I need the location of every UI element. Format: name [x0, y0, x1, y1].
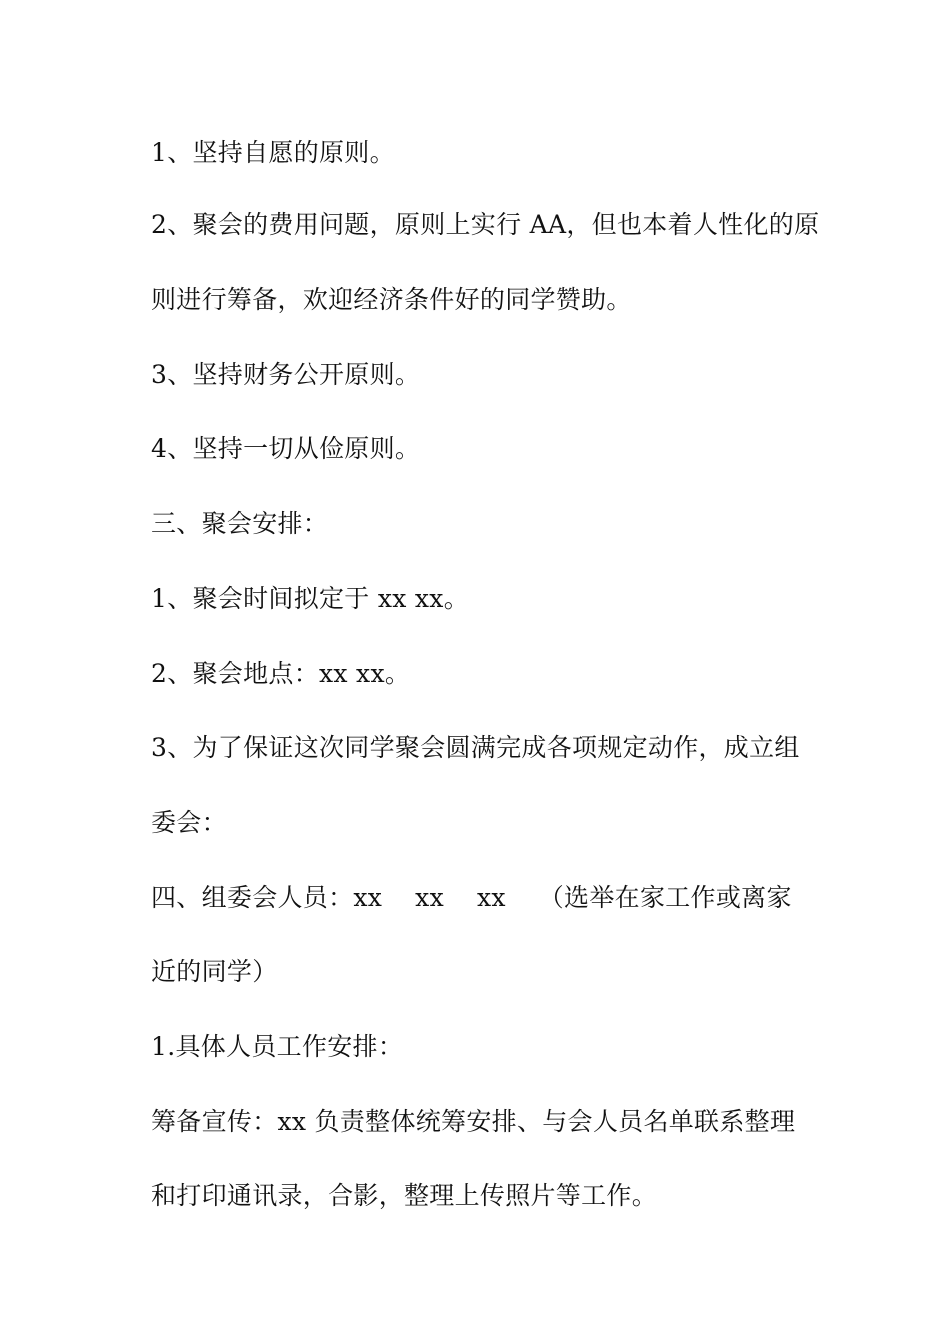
- paragraph-line: 近的同学）: [151, 957, 278, 986]
- paragraph-line: 1、聚会时间拟定于 xx xx。: [151, 584, 469, 613]
- paragraph-line: 筹备宣传：xx 负责整体统筹安排、与会人员名单联系整理: [151, 1107, 796, 1136]
- paragraph-line: 1、坚持自愿的原则。: [151, 138, 395, 167]
- paragraph-line: 2、聚会地点：xx xx。: [151, 659, 411, 688]
- section-heading: 四、组委会人员：xx xx xx （选举在家工作或离家: [151, 883, 792, 912]
- paragraph-line: 4、坚持一切从俭原则。: [151, 434, 421, 463]
- paragraph-line: 2、聚会的费用问题，原则上实行 AA，但也本着人性化的原: [151, 210, 820, 239]
- paragraph-line: 则进行筹备，欢迎经济条件好的同学赞助。: [151, 285, 632, 314]
- paragraph-line: 和打印通讯录，合影，整理上传照片等工作。: [151, 1181, 658, 1210]
- paragraph-line: 3、为了保证这次同学聚会圆满完成各项规定动作，成立组: [151, 733, 800, 762]
- paragraph-line: 1.具体人员工作安排：: [151, 1032, 404, 1061]
- paragraph-line: 委会：: [151, 808, 227, 837]
- section-heading: 三、聚会安排：: [151, 509, 329, 538]
- paragraph-line: 3、坚持财务公开原则。: [151, 360, 421, 389]
